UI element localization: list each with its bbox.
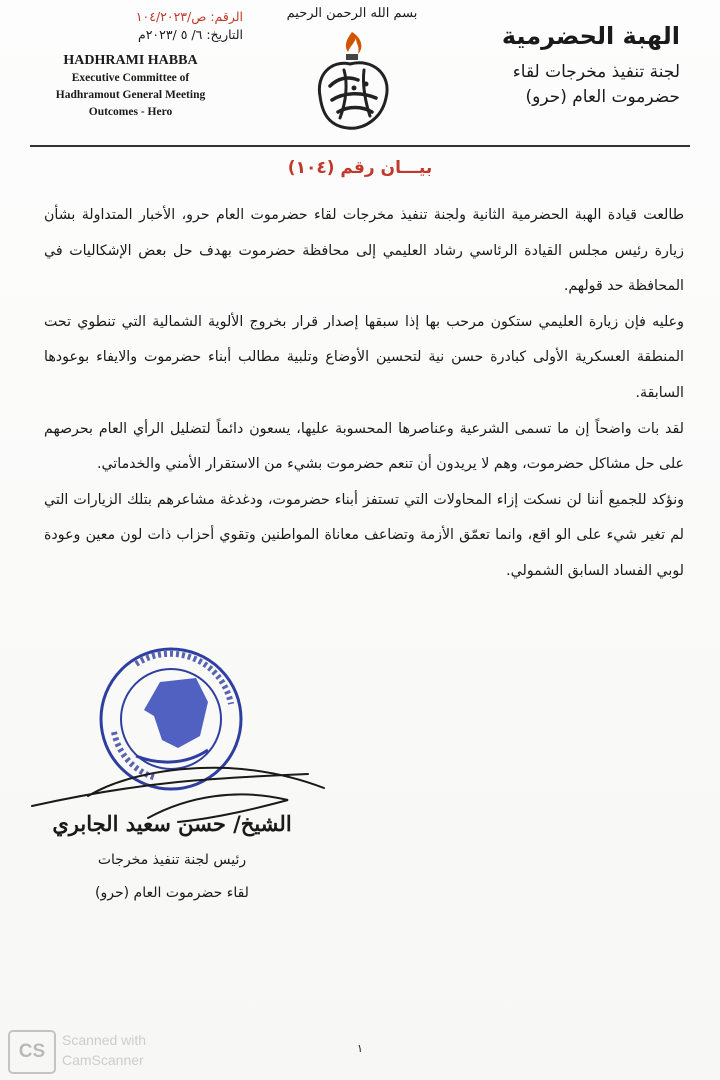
signer-block	[42, 808, 302, 906]
signer-name: الشيخ/ حسن سعيد الجابري	[52, 811, 292, 836]
committee-english-line3: Outcomes - Hero	[88, 106, 173, 118]
signer-title-line2: لقاء حضرموت العام (حرو)	[95, 885, 249, 901]
committee-english-line1: Executive Committee of	[71, 72, 190, 84]
committee-name-line2: حضرموت العام (حرو)	[525, 87, 680, 107]
statement-title: بيـــان رقم (١٠٤)	[287, 158, 433, 178]
statement-paragraph-2: وعليه فإن زيارة العليمي ستكون مرحب بها إذا سبقها إصدار قرار بخروج الألوية الشمالية التي تنطوي تحت المنطقة العسكرية الأولى كبادرة حسن نية لتحسين الأوضاع وتلبية مطالب أبناء حضرموت والايفاء بوعودها السابقة.	[44, 313, 684, 401]
scanner-line2: CamScanner	[62, 1052, 144, 1068]
header-arabic-block	[430, 22, 680, 110]
org-name-arabic: الهبة الحضرمية	[501, 22, 680, 50]
habba-emblem-icon	[292, 26, 412, 141]
header-center-block	[262, 4, 442, 21]
document-date: التاريخ: ٦/ ٥ /٢٠٢٣م	[137, 27, 243, 42]
reference-number: الرقم: ص/١٠٤/٢٠٢٣	[135, 9, 243, 24]
org-name-english: HADHRAMI HABBA	[63, 53, 198, 68]
header-divider	[30, 145, 690, 147]
committee-english-line2: Hadhramout General Meeting	[55, 89, 206, 101]
header-english-block	[18, 8, 243, 121]
statement-paragraph-4: ونؤكد للجميع أننا لن نسكت إزاء المحاولات التي تستفز أبناء حضرموت، ودغدغة مشاعرهم بتلك الزيارات التي لم تغير شيء على الو اقع، وانما تعمّق الأزمة وتضاعف معاناة المواطنين وتقوي أحزاب ذات لون معين وعودة لوبي الفساد السابق الشمولي.	[44, 491, 684, 579]
basmala: بسم الله الرحمن الرحيم	[286, 6, 418, 21]
statement-body	[44, 198, 684, 590]
committee-name-line1: لجنة تنفيذ مخرجات لقاء	[512, 62, 680, 82]
camscanner-logo-icon: CS	[8, 1030, 56, 1074]
scanner-line1: Scanned with	[62, 1032, 147, 1048]
page-number: ١	[357, 1042, 363, 1055]
statement-paragraph-3: لقد بات واضحاً إن ما تسمى الشرعية وعناصرها المحسوبة عليها، يسعون دائماً لتضليل الرأي العام بحرصهم على حل مشاكل حضرموت، وهم لا يريدون أن تنعم حضرموت بشيء من الاستقرار الأمني والخدماتي.	[44, 420, 684, 473]
signer-title-line1: رئيس لجنة تنفيذ مخرجات	[97, 852, 247, 868]
statement-paragraph-1: طالعت قيادة الهبة الحضرمية الثانية ولجنة تنفيذ مخرجات لقاء حضرموت العام حرو، الأخبار المتداولة بشأن زيارة رئيس مجلس القيادة الرئاسي رشاد العليمي إلى محافظة حضرموت بهدف حل بعض الإشكاليات في المحافظة حد قولهم.	[44, 207, 684, 295]
